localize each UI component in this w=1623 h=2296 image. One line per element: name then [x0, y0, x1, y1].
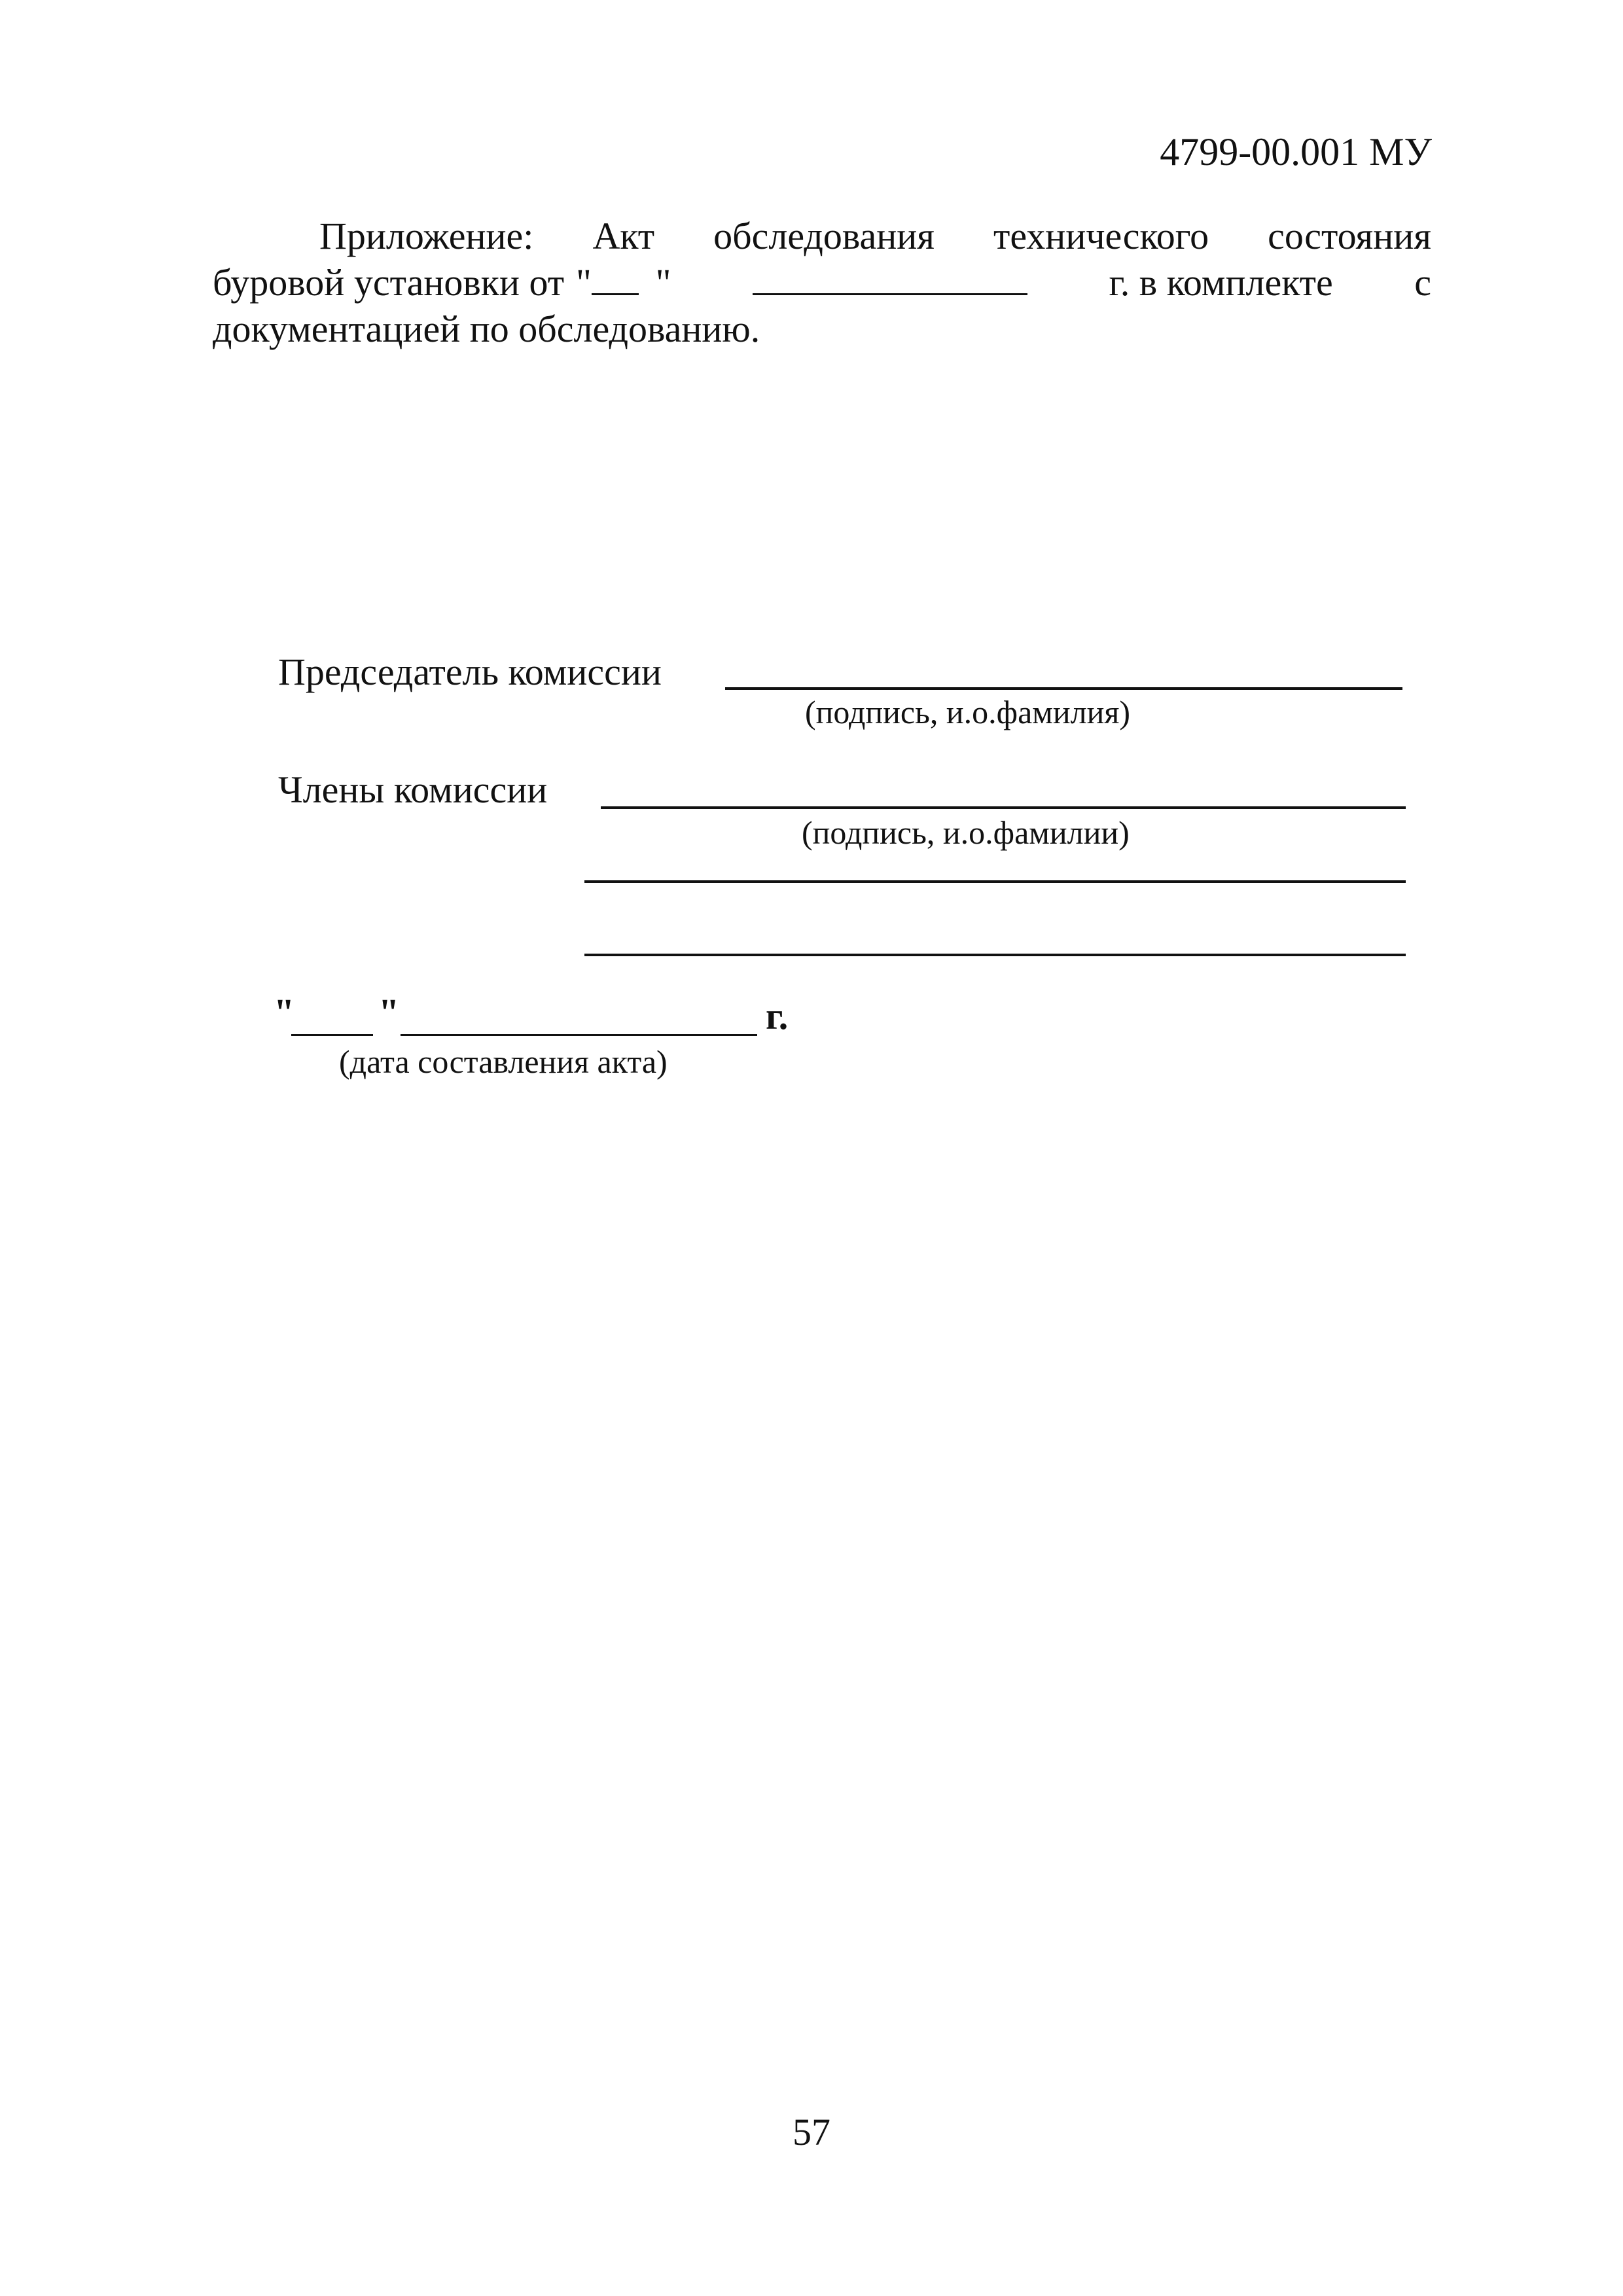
- page-number: 57: [793, 2111, 830, 2153]
- attachment-paragraph: [213, 213, 1431, 352]
- month-year-blank[interactable]: [753, 263, 1027, 295]
- attachment-word: состояния: [1268, 215, 1431, 257]
- act-date-caption: (дата составления акта): [339, 1043, 668, 1080]
- chairman-signature-line[interactable]: [725, 687, 1402, 690]
- attachment-line3: документацией по обследованию.: [213, 308, 760, 350]
- act-date-day-blank[interactable]: [291, 1034, 373, 1036]
- member-signature-line-3[interactable]: [584, 954, 1406, 956]
- attachment-line2-end: с: [1414, 261, 1431, 304]
- day-blank[interactable]: [592, 263, 639, 295]
- act-date-year-suffix: г.: [766, 995, 789, 1037]
- attachment-line-3: [213, 306, 1431, 352]
- document-code: 4799-00.001 МУ: [1160, 130, 1432, 173]
- member-signature-line-2[interactable]: [584, 880, 1406, 883]
- members-caption: (подпись, и.о.фамилии): [802, 814, 1130, 851]
- attachment-line-2: [213, 259, 1431, 306]
- attachment-word: Акт: [592, 215, 655, 257]
- attachment-date-group: [213, 259, 671, 306]
- members-label: Члены комиссии: [278, 768, 548, 811]
- attachment-word: обследования: [713, 215, 935, 257]
- attachment-line-1: [213, 213, 1431, 259]
- close-quote: ": [655, 261, 671, 304]
- attachment-label: Приложение:: [319, 215, 534, 257]
- act-date-open-quote: ": [274, 991, 295, 1033]
- attachment-line2-start: буровой установки от: [213, 261, 565, 304]
- open-quote: ": [576, 261, 592, 304]
- attachment-word: технического: [993, 215, 1209, 257]
- chairman-caption: (подпись, и.о.фамилия): [805, 694, 1131, 730]
- chairman-label: Председатель комиссии: [278, 651, 662, 693]
- member-signature-line-1[interactable]: [601, 806, 1406, 809]
- act-date-month-year-blank[interactable]: [401, 1034, 757, 1036]
- attachment-year-suffix: г. в комплекте: [1109, 261, 1333, 304]
- act-date-close-quote: ": [378, 991, 400, 1033]
